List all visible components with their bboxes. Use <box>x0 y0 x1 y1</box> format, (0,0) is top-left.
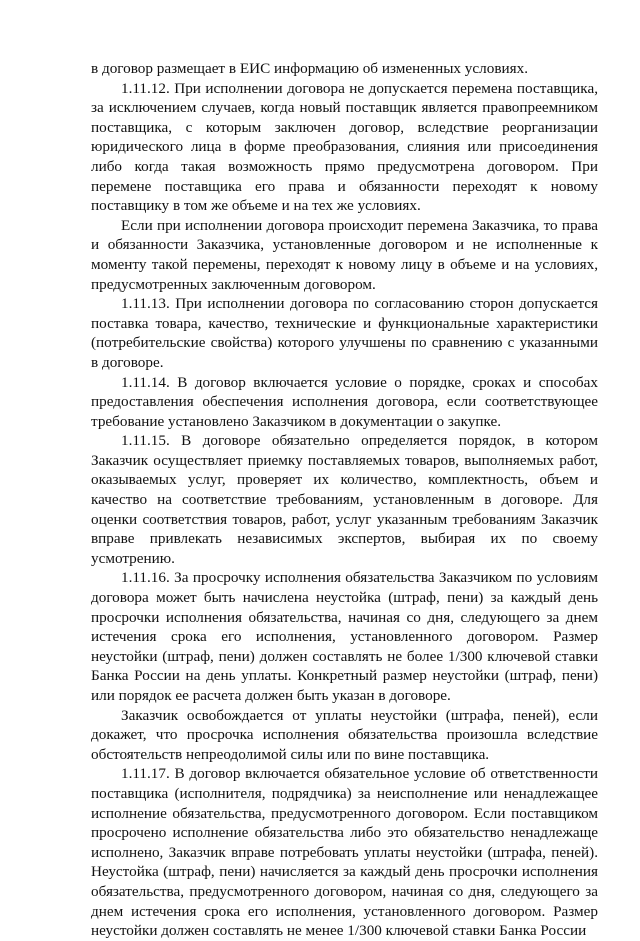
paragraph-penalty-exemption: Заказчик освобождается от уплаты неустойки (штрафа, пеней), если докажет, что просрочка исполнения обязательства произошла вследствие обстоятельств непреодолимой силы или по вине поставщика. <box>91 706 598 763</box>
paragraph-1-11-16: 1.11.16. За просрочку исполнения обязательства Заказчиком по условиям договора может быть начислена неустойка (штраф, пени) за каждый день просрочки исполнения обязательства, начиная со дня, следующего за днем истечения срока его исполнения, установленного договором. Размер неустойки (штраф, пени) должен составлять не более 1/300 ключевой ставки Банка России на день уплаты. Конкретный размер неустойки (штраф, пени) или порядок ее расчета должен быть указан в договоре. <box>91 569 598 704</box>
paragraph-1-11-13: 1.11.13. При исполнении договора по согласованию сторон допускается поставка товара, качество, технические и функциональные характеристики (потребительские свойства) которого улучшены по сравнению с указанными в договоре. <box>91 295 598 371</box>
paragraph-continuation: в договор размещает в ЕИС информацию об измененных условиях. <box>91 60 528 77</box>
document-body <box>91 59 598 941</box>
paragraph-1-11-14: 1.11.14. В договор включается условие о порядке, сроках и способах предоставления обеспечения исполнения договора, если соответствующее требование установлено Заказчиком в документации о закупке. <box>91 373 598 430</box>
paragraph-customer-change: Если при исполнении договора происходит перемена Заказчика, то права и обязанности Заказчика, установленные договором и не исполненные к моменту такой перемены, переходят к новому лицу в объеме и на условиях, предусмотренных заключенным договором. <box>91 216 598 293</box>
paragraph-1-11-17: 1.11.17. В договор включается обязательное условие об ответственности поставщика (исполнителя, подрядчика) за неисполнение или ненадлежащее исполнение обязательства, предусмотренного договором. Если поставщиком просрочено исполнение обязательства либо это обязательство ненадлежаще исполнено, Заказчик вправе потребовать уплаты неустойки (штрафа, пеней). Неустойка (штраф, пени) начисляется за каждый день просрочки исполнения обязательства, предусмотренного договором, начиная со дня, следующего за днем истечения срока его исполнения, установленного договором. Размер неустойки должен составлять не менее 1/300 ключевой ставки Банка России <box>91 765 598 940</box>
paragraph-1-11-15: 1.11.15. В договоре обязательно определяется порядок, в котором Заказчик осуществляет приемку поставляемых товаров, выполняемых работ, оказываемых услуг, проверяет их количество, комплектность, объем и качество на соответствие требованиям, установленным в договоре. Для оценки соответствия товаров, работ, услуг указанным требованиям Заказчик вправе привлекать независимых экспертов, выбирая их по своему усмотрению. <box>91 432 598 567</box>
paragraph-1-11-12: 1.11.12. При исполнении договора не допускается перемена поставщика, за исключением случаев, когда новый поставщик является правопреемником поставщика, с которым заключен договор, вследствие реорганизации юридического лица в форме преобразования, слияния или присоединения либо когда такая возможность прямо предусмотрена договором. При перемене поставщика его права и обязанности переходят к новому поставщику в том же объеме и на тех же условиях. <box>91 79 598 215</box>
